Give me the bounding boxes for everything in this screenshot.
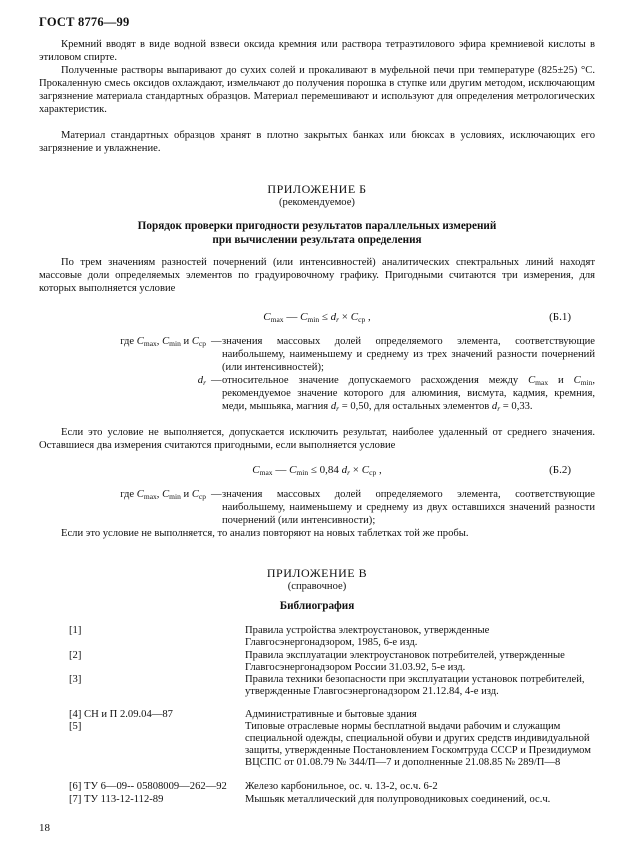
bib-text: Правила устройства электроустановок, утвержденные Главгосэнергонадзором, 1985, 6-е изд. <box>245 625 490 648</box>
intro-paragraph-3: Материал стандартных образцов хранят в плотно закрытых банках или бюксах в условиях, исключающих его загрязнение и увлажнение. <box>39 130 595 154</box>
intro-paragraph-2: Полученные растворы выпаривают до сухих солей и прокаливают в муфельной печи при температуре (825±25) °С. Прокаленную смесь оксидов охлаждают, измельчают до получения порошка в ступке или другим методом, исключающим загрязнение материала стандартных образцов. Материал перемешивают и используют для определения метрологических характеристик. <box>39 65 595 115</box>
bib-ref: [6] ТУ 6—09-- 05808009—262—92 <box>69 781 227 792</box>
appendix-b-heading-2: при вычислении результата определения <box>212 234 422 246</box>
page-number: 18 <box>39 822 50 834</box>
bib-text: Железо карбонильное, ос. ч. 13-2, ос.ч. 6-2 <box>245 781 438 792</box>
definition-c-values-2: где $C_{max}$, $C_{min}$ и $C_{ср}$ — значения массовых долей определяемого элемента, соответствующие наибольшему, наименьшему и среднему из двух оставшихся значений разности почернений (или интенсивности); <box>39 488 595 528</box>
appendix-c-heading: Библиография <box>279 600 355 612</box>
document-header: ГОСТ 8776—99 <box>39 15 130 29</box>
definition-dr-label: $d_r$ <box>197 375 206 387</box>
formula-b2 <box>39 464 595 480</box>
definition-c-text: значения массовых долей определяемого элемента, соответствующие наибольшему, наименьшему и среднему из трех значений разности почернений (или интенсивностей); <box>222 336 595 373</box>
definition-c-values: где $C_{max}$, $C_{min}$ и $C_{ср}$ — значения массовых долей определяемого элемента, соответствующие наибольшему, наименьшему и среднему из трех значений разности почернений (или интенсивностей); <box>39 335 595 375</box>
definition-c-label: где $C_{max}$, $C_{min}$ и $C_{ср}$ <box>120 336 206 348</box>
appendix-c-title: ПРИЛОЖЕНИЕ В <box>266 566 368 580</box>
appendix-b-paragraph-1: По трем значениям разностей почернений (или интенсивностей) аналитических спектральных линий находят массовые доли определяемых элементов по градуировочному графику. Пригодными считаются три измерения, для которых выполняется условие <box>39 257 595 294</box>
bib-ref: [1] <box>69 625 82 636</box>
appendix-c-status: (справочное) <box>287 581 347 592</box>
appendix-b-paragraph-2: Если это условие не выполняется, допускается исключить результат, наиболее удаленный от среднего значения. Оставшиеся два измерения считаются пригодными, если выполняется условие <box>39 427 595 451</box>
appendix-b-title: ПРИЛОЖЕНИЕ Б <box>267 182 367 196</box>
bib-ref: [3] <box>69 674 82 685</box>
bib-ref: [5] <box>69 721 82 732</box>
intro-paragraph-1: Кремний вводят в виде водной взвеси оксида кремния или раствора тетраэтилового эфира кремниевой кислоты в этиловом спирте. <box>39 39 595 63</box>
formula-b2-expression: $C_{max}$ — $C_{min} \le 0,84$ $d_r \times C_{ср}$ , <box>252 464 382 477</box>
definition-dr-text: относительное значение допускаемого расхождения между $C_{max}$ и $C_{min}$, рекомендуемое значение которого для алюминия, висмута, кадмия, кремния, меди, мышьяка, магния $d_r = 0,50$, для остальных элементов $d_r = 0,33$. <box>222 375 595 413</box>
bib-ref: [4] СН и П 2.09.04—87 <box>69 709 173 720</box>
definition-c-text-2: значения массовых долей определяемого элемента, соответствующие наибольшему, наименьшему и среднему из двух оставшихся значений разности почернений (или интенсивности); <box>222 489 595 526</box>
bib-ref: [7] ТУ 113-12-112-89 <box>69 794 164 805</box>
bib-text: Правила эксплуатации электроустановок потребителей, утвержденные Главгосэнергонадзором России 31.03.92, 5-е изд. <box>245 650 565 673</box>
appendix-b-paragraph-3: Если это условие не выполняется, то анализ повторяют на новых таблетках той же пробы. <box>61 528 469 539</box>
formula-b2-number: (Б.2) <box>549 464 571 476</box>
bib-text: Мышьяк металлический для полупроводниковых соединений, ос.ч. <box>245 794 551 805</box>
definition-dr: $d_r$ — относительное значение допускаемого расхождения между $C_{max}$ и $C_{min}$, рекомендуемое значение которого для алюминия, висмута, кадмия, кремния, меди, мышьяка, магния $d_r = 0,50$, для остальных элементов $d_r = 0,33$. <box>39 374 595 428</box>
formula-b1-number: (Б.1) <box>549 311 571 323</box>
bib-text: Правила техники безопасности при эксплуатации установок потребителей, утвержденные Главгосэнергонадзором 21.12.84, 4-е изд. <box>245 674 585 697</box>
bib-text: Административные и бытовые здания <box>245 709 417 720</box>
formula-b1-expression: $C_{max}$ — $C_{min} \le d_r \times C_{ср}$ , <box>263 311 371 324</box>
bib-ref: [2] <box>69 650 82 661</box>
definition-c-label-2: где $C_{max}$, $C_{min}$ и $C_{ср}$ <box>120 489 206 501</box>
bib-text: Типовые отраслевые нормы бесплатной выдачи рабочим и служащим специальной одежды, специальной обуви и других средств индивидуальной защиты, утвержденные Постановлением Госкомтруда СССР и Президиумом ВЦСПС от 01.08.79 № 344/П—7 и дополненные 21.08.85 № 289/П—8 <box>245 721 591 768</box>
appendix-b-heading-1: Порядок проверки пригодности результатов параллельных измерений <box>137 220 497 232</box>
formula-b1 <box>39 311 595 327</box>
appendix-b-status: (рекомендуемое) <box>279 197 355 208</box>
